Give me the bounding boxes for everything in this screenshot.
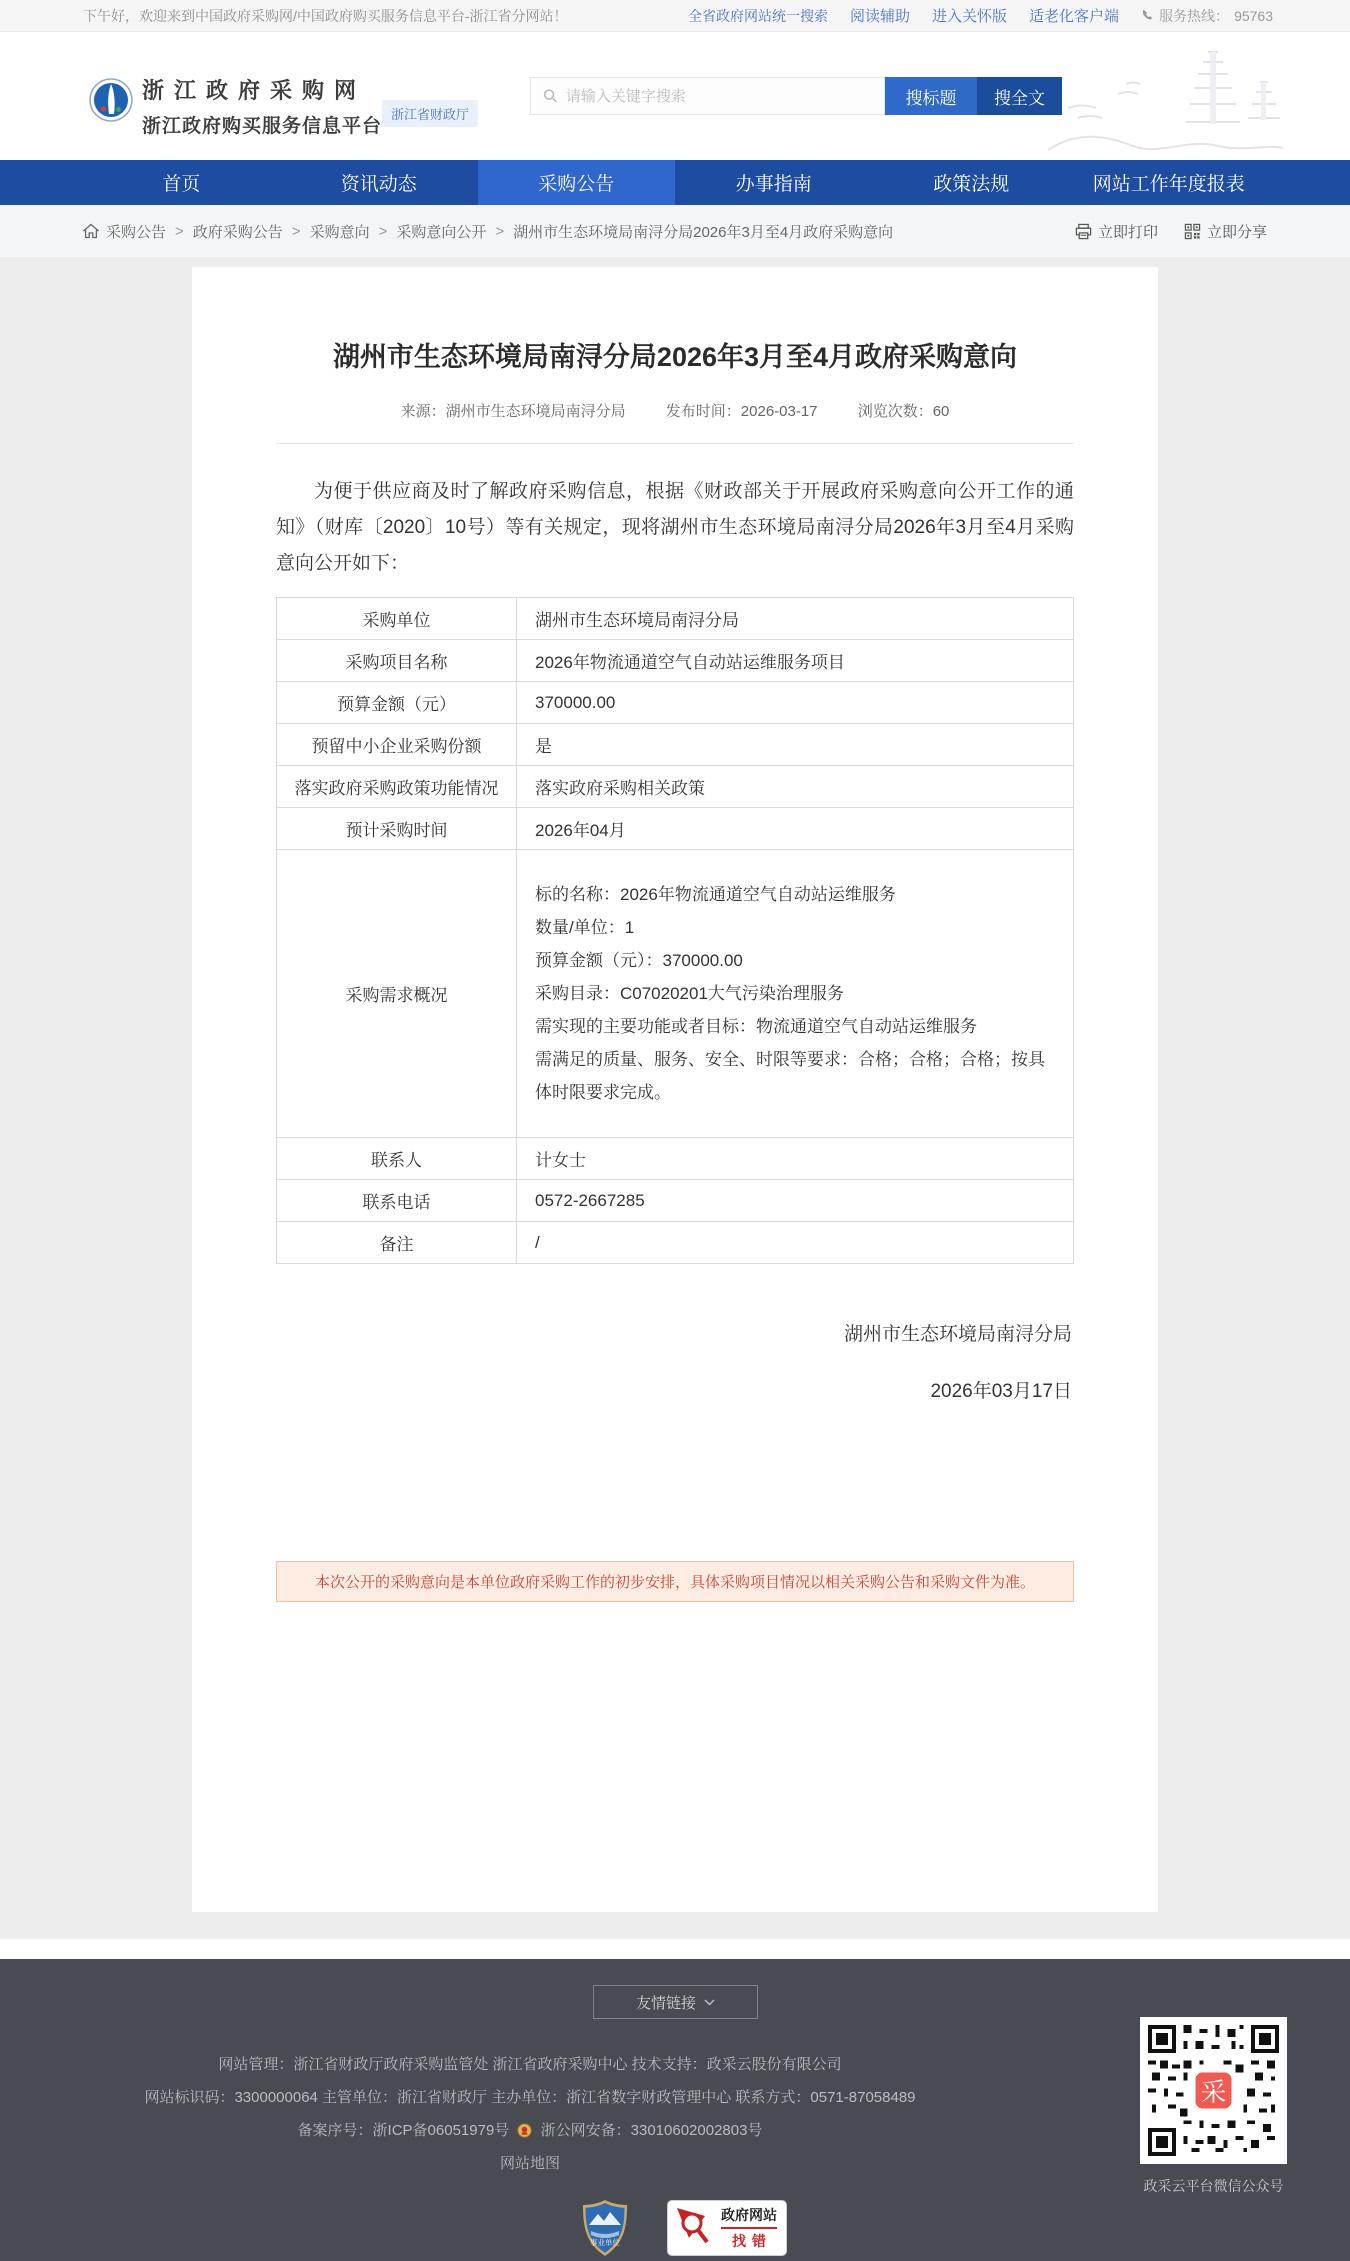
table-row (277, 598, 1074, 640)
article-title: 湖州市生态环境局南浔分局2026年3月至4月政府采购意向 (332, 342, 1018, 372)
row-label: 预计采购时间 (277, 808, 517, 850)
signature-date: 2026年03月17日 (930, 1381, 1072, 1402)
row-label: 联系电话 (277, 1180, 517, 1222)
crumb-current-article: 湖州市生态环境局南浔分局2026年3月至4月政府采购意向 (513, 223, 894, 241)
crumb-separator: > (495, 222, 505, 240)
police-record-number[interactable]: 浙公网安备：33010602002803号 (540, 2122, 763, 2139)
search-icon (543, 88, 558, 104)
crumb-gov-announcements[interactable]: 政府采购公告 (192, 223, 283, 241)
row-label: 预算金额（元） (277, 682, 517, 724)
print-button[interactable] (1075, 221, 1158, 242)
home-icon[interactable] (83, 223, 99, 239)
notice-banner: 本次公开的采购意向是本单位政府采购工作的初步安排，具体采购项目情况以相关采购公告和采购文件为准。 (276, 1561, 1074, 1602)
row-value: 2026年物流通道空气自动站运维服务项目 (517, 640, 1074, 682)
table-row (277, 682, 1074, 724)
article-source: 来源：湖州市生态环境局南浔分局 (400, 403, 626, 420)
row-value: 湖州市生态环境局南浔分局 (517, 598, 1074, 640)
icp-number[interactable]: 备案序号：浙ICP备06051979号 (297, 2122, 510, 2139)
row-value: 计女士 (517, 1138, 1074, 1180)
row-value: 是 (517, 724, 1074, 766)
police-badge-icon (517, 2123, 532, 2138)
search-bar (530, 77, 1062, 115)
row-value: 落实政府采购相关政策 (517, 766, 1074, 808)
print-label: 立即打印 (1097, 223, 1158, 241)
table-row (277, 1222, 1074, 1264)
row-label: 落实政府采购政策功能情况 (277, 766, 517, 808)
table-row (277, 724, 1074, 766)
row-value: / (517, 1222, 1074, 1264)
article-publish-time: 发布时间：2026-03-17 (665, 403, 818, 420)
table-row (277, 766, 1074, 808)
link-care-version[interactable]: 进入关怀版 (932, 8, 1008, 25)
nav-policies[interactable]: 政策法规 (933, 174, 1010, 195)
row-label: 采购项目名称 (277, 640, 517, 682)
req-goal: 需实现的主要功能或者目标：物流通道空气自动站运维服务 (535, 1017, 977, 1036)
signature-block (276, 1319, 1074, 1403)
link-elderly-client[interactable]: 适老化客户端 (1029, 8, 1120, 25)
red-magnifier-icon (675, 2206, 715, 2250)
institution-badge[interactable] (581, 2199, 629, 2257)
sitemap-link[interactable]: 网站地图 (499, 2155, 560, 2172)
qr-share-icon (1184, 223, 1201, 240)
link-unified-search[interactable]: 全省政府网站统一搜索 (688, 7, 829, 24)
crumb-separator: > (291, 222, 301, 240)
search-title-button[interactable]: 搜标题 (885, 77, 977, 115)
article-view-count: 浏览次数：60 (857, 403, 950, 420)
phone-icon (1141, 9, 1154, 22)
search-input[interactable] (566, 88, 872, 105)
wechat-qr-block (1140, 2017, 1287, 2196)
table-row-requirements (277, 850, 1074, 1138)
find-error-badge-bottom: 找错 (732, 2233, 772, 2249)
divider (276, 443, 1074, 444)
find-error-badge-top: 政府网站 (721, 2205, 777, 2229)
row-label: 采购需求概况 (277, 850, 517, 1138)
procurement-info-table (276, 597, 1074, 1264)
crumb-separator: > (175, 222, 184, 240)
share-label: 立即分享 (1206, 223, 1267, 241)
req-target-name: 标的名称：2026年物流通道空气自动站运维服务 (535, 885, 896, 904)
chevron-down-icon (704, 1999, 715, 2006)
row-label: 备注 (277, 1222, 517, 1264)
table-row (277, 808, 1074, 850)
content-area (0, 257, 1350, 1939)
nav-news[interactable]: 资讯动态 (340, 174, 417, 195)
article-meta (276, 400, 1074, 421)
site-footer (0, 1959, 1350, 2261)
req-catalog: 采购目录：C07020201大气污染治理服务 (535, 984, 844, 1003)
row-label: 联系人 (277, 1138, 517, 1180)
footer-org-line: 网站标识码：3300000064 主管单位：浙江省财政厅 主办单位：浙江省数字财政管理中心 联系方式：0571-87058489 (144, 2089, 916, 2106)
footer-gap (0, 1939, 1350, 1959)
printer-icon (1075, 223, 1092, 240)
req-quantity: 数量/单位：1 (535, 918, 635, 937)
qr-caption: 政采云平台微信公众号 (1143, 2178, 1284, 2194)
site-header (0, 32, 1350, 160)
nav-procurement-announcements[interactable]: 采购公告 (478, 160, 676, 205)
site-subtitle: 浙江政府购买服务信息平台 (142, 116, 383, 137)
footer-icp-line (0, 2119, 1060, 2140)
crumb-separator: > (378, 222, 388, 240)
footer-management-line: 网站管理：浙江省财政厅政府采购监管处 浙江省政府采购中心 技术支持：政采云股份有限公司 (218, 2056, 842, 2073)
share-button[interactable] (1184, 221, 1267, 242)
site-title: 浙江政府采购网 (142, 78, 367, 103)
hotline-label: 服务热线： (1159, 7, 1230, 24)
welcome-text: 下午好，欢迎来到中国政府采购网/中国政府购买服务信息平台-浙江省分网站！ (83, 7, 568, 24)
site-logo-icon (89, 78, 133, 122)
link-reading-assist[interactable]: 阅读辅助 (850, 8, 911, 25)
row-label: 预留中小企业采购份额 (277, 724, 517, 766)
qr-code (1140, 2017, 1287, 2164)
row-value: 0572-2667285 (517, 1180, 1074, 1222)
signature-org: 湖州市生态环境局南浔分局 (843, 1324, 1072, 1345)
nav-service-guide[interactable]: 办事指南 (735, 174, 812, 195)
row-value: 2026年04月 (517, 808, 1074, 850)
pagoda-watermark (1048, 38, 1283, 158)
table-row (277, 1138, 1074, 1180)
article-card (192, 267, 1158, 1912)
search-fulltext-button[interactable]: 搜全文 (977, 77, 1062, 115)
row-label: 采购单位 (277, 598, 517, 640)
table-row (277, 640, 1074, 682)
row-value (517, 850, 1074, 1138)
institution-badge-label: 事业单位 (590, 2238, 620, 2247)
find-error-badge[interactable] (667, 2200, 787, 2256)
service-hotline (1141, 6, 1273, 26)
article-intro: 为便于供应商及时了解政府采购信息，根据《财政部关于开展政府采购意向公开工作的通知》（财库〔2020〕10号）等有关规定，现将湖州市生态环境局南浔分局2026年3月至4月采购意向公开如下： (276, 481, 1074, 574)
nav-home[interactable]: 首页 (162, 174, 201, 195)
table-row (277, 1180, 1074, 1222)
breadcrumb (83, 221, 893, 242)
row-value: 370000.00 (517, 682, 1074, 724)
top-utility-bar (0, 0, 1350, 32)
friend-links-label: 友情链接 (635, 1994, 696, 2012)
friend-links-dropdown[interactable] (593, 1985, 758, 2019)
crumb-announcements[interactable]: 采购公告 (106, 223, 167, 241)
nav-annual-report[interactable]: 网站工作年度报表 (1092, 174, 1245, 195)
hotline-number: 95763 (1234, 7, 1273, 24)
crumb-intent[interactable]: 采购意向 (309, 223, 370, 241)
main-navigation (0, 160, 1350, 205)
req-quality: 需满足的质量、服务、安全、时限等要求：合格；合格；合格；按具体时限要求完成。 (535, 1050, 1045, 1102)
svg-text:采: 采 (1200, 2079, 1227, 2108)
crumb-intent-public[interactable]: 采购意向公开 (396, 223, 487, 241)
breadcrumb-bar (0, 205, 1350, 257)
finance-dept-badge: 浙江省财政厅 (382, 100, 478, 127)
req-budget: 预算金额（元）：370000.00 (535, 951, 743, 970)
